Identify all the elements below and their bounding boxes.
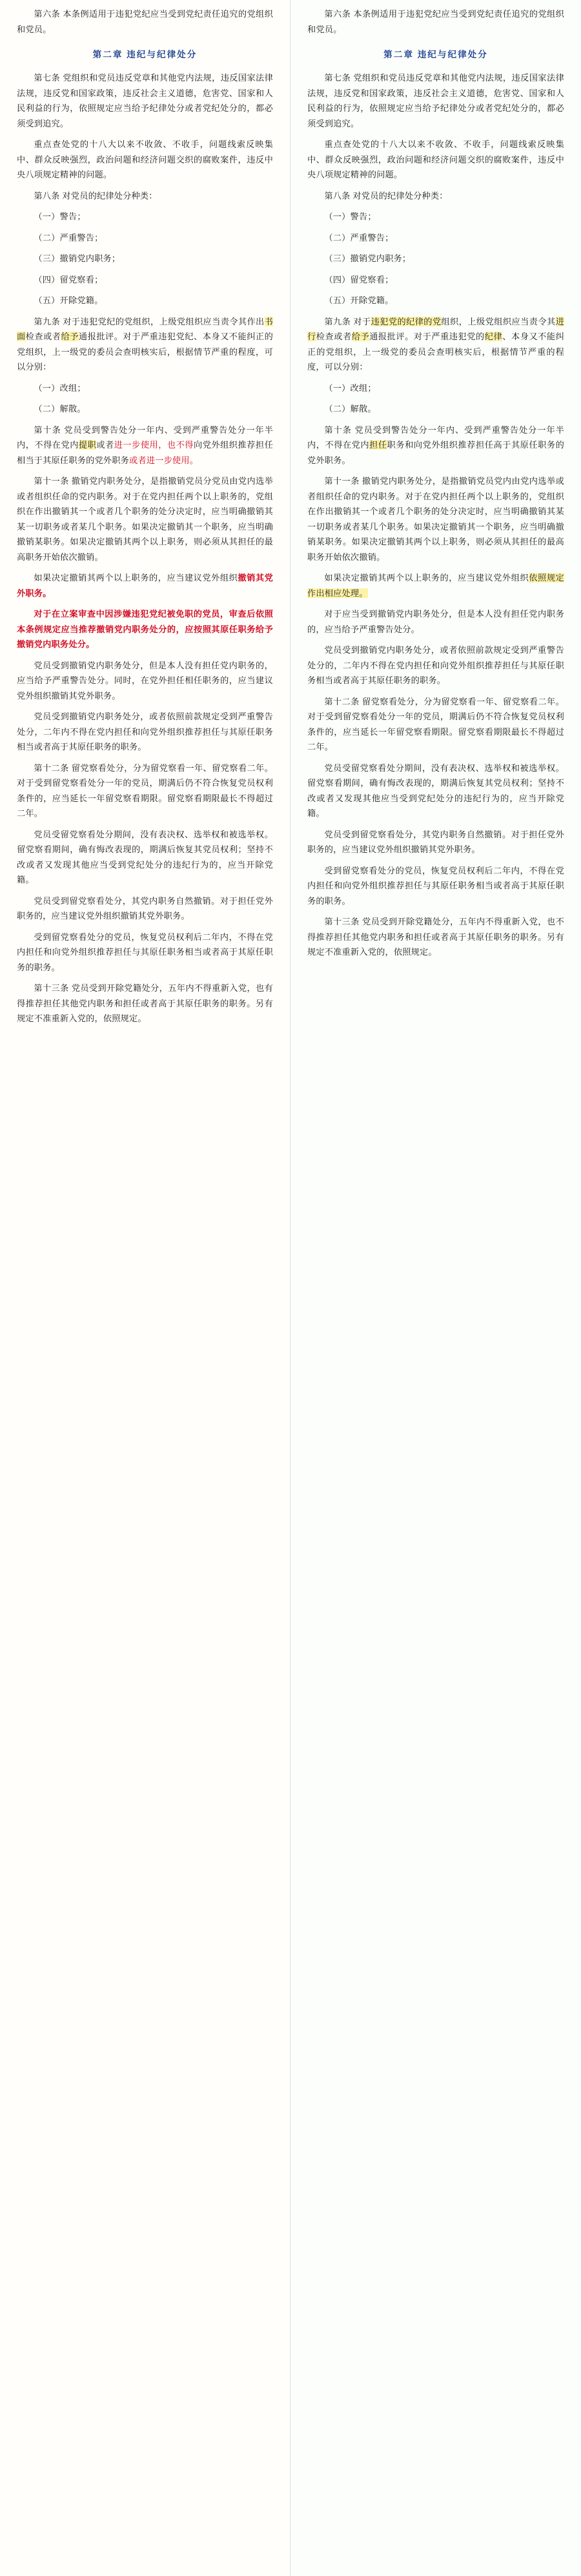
article-12-fourth-paragraph: 受到留党察看处分的党员，恢复党员权利后二年内，不得在党内担任和向党外组织推荐担任与其原任职务相当或者高于其原任职务的职务。 <box>307 865 564 906</box>
article-8-paragraph: 第八条 对党员的纪律处分种类： <box>34 190 158 201</box>
article-6-paragraph: 第六条 本条例适用于违犯党纪应当受到党纪责任追究的党组织和党员。 <box>307 9 564 34</box>
text-run: 书面 <box>17 316 273 342</box>
article-8-item-4: （四）留党察看； <box>34 274 103 285</box>
article-7-second-paragraph: 重点查处党的十八大以来不收敛、不收手，问题线索反映集中、群众反映强烈，政治问题和经济问题交织的腐败案件，违反中央八项规定精神的问题。 <box>17 139 273 180</box>
article-12-fourth-paragraph: 受到留党察看处分的党员，恢复党员权利后二年内，不得在党内担任和向党外组织推荐担任与其原任职务相当或者高于其原任职务的职务。 <box>17 932 273 972</box>
article-8-item-3: （三）撤销党内职务； <box>324 254 411 264</box>
article-8-item-4: （四）留党察看； <box>324 274 394 285</box>
article-11-second-paragraph <box>17 570 273 601</box>
text-run: 违犯党的纪律的党 <box>371 316 442 326</box>
new-version-column <box>290 0 581 2576</box>
text-run: 通报批评。对于严重违犯党的 <box>369 332 485 342</box>
article-8-paragraph: 第八条 对党员的纪律处分种类： <box>324 190 448 201</box>
text-run: 进一步使用，也不得 <box>114 440 194 450</box>
text-run: 依照规定作出相应处理。 <box>307 573 564 598</box>
text-run: 检查或者 <box>25 332 61 342</box>
article-9-item-2: （二）解散。 <box>34 404 86 414</box>
article-9-paragraph <box>17 314 273 375</box>
text-run: 给予 <box>351 332 370 342</box>
article-11-paragraph: 第十一条 撤销党内职务处分，是指撤销党员党内由党内选举或者组织任命的党内职务。对于在党内担任两个以上职务的，党组织在作出撤销其一个或者几个职务的处分决定时，应当明确撤销其某一切职务或者某几个职务。如果决定撤销其一个职务，应当明确撤销某职务。如果决定撤销其两个以上职务，则必须从其担任的最高职务开始依次撤销。 <box>307 476 564 562</box>
text-run: 第十条 党员受到警告处分一年内、受到严重警告处分一年半内，不得在党内 <box>17 424 273 450</box>
text-run: 第十条 党员受到警告处分一年内、受到严重警告处分一年半内，不得在党内 <box>307 424 564 450</box>
article-11-fourth-paragraph: 党员受到撤销党内职务处分，但是本人没有担任党内职务的，应当给予严重警告处分。同时，在党外担任相任职务的，应当建议党外组织撤销其党外职务。 <box>17 660 273 701</box>
article-12-second-paragraph: 党员受留党察看处分期间，没有表决权、选举权和被选举权。留党察看期间，确有悔改表现的，期满后恢复其党员权利；坚持不改或者又发现其他应当受到党纪处分的违纪行为的，应当开除党籍。 <box>307 763 564 819</box>
article-8-item-5: （五）开除党籍。 <box>34 295 103 306</box>
text-run: 第九条 对于违犯党纪的党组织，上级党组织应当责令其作出 <box>34 316 265 326</box>
article-10-paragraph <box>17 423 273 468</box>
article-13-paragraph: 第十三条 党员受到开除党籍处分，五年内不得重新入党，也有得推荐担任其他党内职务和担任或者高于其原任职务的职务。另有规定不准重新入党的，依照规定。 <box>17 983 273 1024</box>
article-12-paragraph: 第十二条 留党察看处分，分为留党察看一年、留党察看二年。对于受到留党察看处分一年的党员，期满后仍不符合恢复党员权利条件的，应当延长一年留党察看期限。留党察看期限最长不得超过二年。 <box>17 763 273 819</box>
text-run: 提职 <box>78 440 97 450</box>
text-run: 或者进一步使用。 <box>129 455 199 465</box>
article-8-item-1: （一）警告； <box>324 212 376 222</box>
article-7-paragraph: 第七条 党组织和党员违反党章和其他党内法规，违反国家法律法规，违反党和国家政策，违反社会主义道德，危害党、国家和人民利益的行为，依照规定应当给予纪律处分或者党纪处分的，都必须受到追究。 <box>17 73 273 128</box>
text-run: 通报批评。对于严重违犯党纪、本身又不能纠正的党组织，上一级党的委员会查明核实后，根据情节严重的程度，可以分别： <box>17 332 273 372</box>
old-version-column <box>0 0 290 2576</box>
article-7-second-paragraph: 重点查处党的十八大以来不收敛、不收手，问题线索反映集中、群众反映强烈，政治问题和经济问题交织的腐败案件，违反中央八项规定精神的问题。 <box>307 139 564 180</box>
text-run: 担任 <box>369 440 387 450</box>
article-12-third-paragraph: 党员受到留党察看处分，其党内职务自然撤销。对于担任党外职务的，应当建议党外组织撤销其党外职务。 <box>307 829 564 855</box>
text-run: 给予 <box>61 332 79 342</box>
article-7-paragraph: 第七条 党组织和党员违反党章和其他党内法规，违反国家法律法规，违反党和国家政策，违反社会主义道德，危害党、国家和人民利益的行为，依照规定应当给予纪律处分或者党纪处分的，都必须受到追究。 <box>307 73 564 128</box>
article-11-paragraph: 第十一条 撤销党内职务处分，是指撤销党员分党员由党内选举或者组织任命的党内职务。对于在党内担任两个以上职务的，党组织在作出撤销其一个或者几个职务的处分决定时，应当明确撤销其某一切职务或者某几个职务。如果决定撤销其一个职务，应当明确撤销某职务。如果决定撤销其两个以上职务，则必须从其担任的最高职务开始依次撤销。 <box>17 476 273 562</box>
text-run: 、本身又不能纠正的党组织，上一级党的委员会查明核实后，根据情节严重的程度，可以分别： <box>307 332 565 372</box>
text-run: 职务和 <box>387 440 414 450</box>
article-11-fifth-paragraph: 党员受到撤销党内职务处分，或者依照前款规定受到严重警告处分，二年内不得在党内担任和向党外组织推荐担任与其原任职务相当或者高于其原任职务的职务。 <box>17 712 273 752</box>
article-8-item-2: （二）严重警告； <box>324 232 394 243</box>
article-8-item-2: （二）严重警告； <box>34 232 103 243</box>
text-run: 如果决定撤销其两个以上职务的，应当建议党外组织 <box>34 573 238 583</box>
article-9-item-1: （一）改组； <box>324 383 376 393</box>
text-run: 检查或者 <box>316 332 352 342</box>
text-run: 组织，上级党组织应当责令其 <box>441 316 556 326</box>
article-6-paragraph: 第六条 本条例适用于违犯党纪应当受到党纪责任追究的党组织和党员。 <box>17 9 273 34</box>
text-run: 进行 <box>307 316 564 342</box>
text-run: 或者 <box>96 440 114 450</box>
chapter-2-heading: 第二章 违纪与纪律处分 <box>383 50 488 59</box>
article-8-item-1: （一）警告； <box>34 212 86 222</box>
article-11-third-paragraph <box>17 606 273 652</box>
article-11-third-paragraph: 对于应当受到撤销党内职务处分，但是本人没有担任党内职务的，应当给予严重警告处分。 <box>307 609 564 634</box>
article-12-paragraph: 第十二条 留党察看处分，分为留党察看一年、留党察看二年。对于受到留党察看处分一年的党员，期满后仍不符合恢复党员权利条件的，应当延长一年留党察看期限。留党察看期限最长不得超过二年。 <box>307 696 564 752</box>
chapter-2-heading: 第二章 违纪与纪律处分 <box>92 50 198 59</box>
article-12-second-paragraph: 党员受留党察看处分期间，没有表决权、选举权和被选举权。留党察看期间，确有悔改表现的，期满后恢复其党员权利；坚持不改或者又发现其他应当受到党纪处分的违纪行为的，应当开除党籍。 <box>17 829 273 885</box>
article-13-paragraph: 第十三条 党员受到开除党籍处分，五年内不得重新入党，也不得推荐担任其他党内职务和担任或者高于其原任职务的职务。另有规定不准重新入党的，依照规定。 <box>307 917 564 957</box>
article-9-paragraph <box>307 314 564 375</box>
article-11-second-paragraph <box>307 570 564 601</box>
text-run: 撤销其党外职务。 <box>17 573 273 598</box>
article-9-item-2: （二）解散。 <box>324 404 376 414</box>
article-8-item-3: （三）撤销党内职务； <box>34 254 121 264</box>
text-run: 第九条 对于 <box>324 316 371 326</box>
text-run: 向党外组织推荐担任相当于其原任职务的党外职务 <box>17 440 273 465</box>
text-run: 如果决定撤销其两个以上职务的，应当建议党外组织 <box>324 573 529 583</box>
text-run: 向党外组织推荐担任高于其原任职务的党外职务。 <box>307 440 565 465</box>
article-12-third-paragraph: 党员受到留党察看处分，其党内职务自然撤销。对于担任党外职务的，应当建议党外组织撤销其党外职务。 <box>17 895 273 921</box>
text-run: 纪律 <box>484 332 503 342</box>
article-9-item-1: （一）改组； <box>34 383 86 393</box>
article-11-fourth-paragraph: 党员受到撤销党内职务处分，或者依照前款规定受到严重警告处分的，二年内不得在党内担任和向党外组织推荐担任与其原任职务相当或者高于其原任职务的职务。 <box>307 645 564 686</box>
text-run: 对于在立案审查中因涉嫌违犯党纪被免职的党员，审查后依照本条例规定应当推荐撤销党内职务处分的，应按照其原任职务给予撤销党内职务处分。 <box>17 609 273 650</box>
article-8-item-5: （五）开除党籍。 <box>324 295 394 306</box>
article-10-paragraph <box>307 423 564 468</box>
